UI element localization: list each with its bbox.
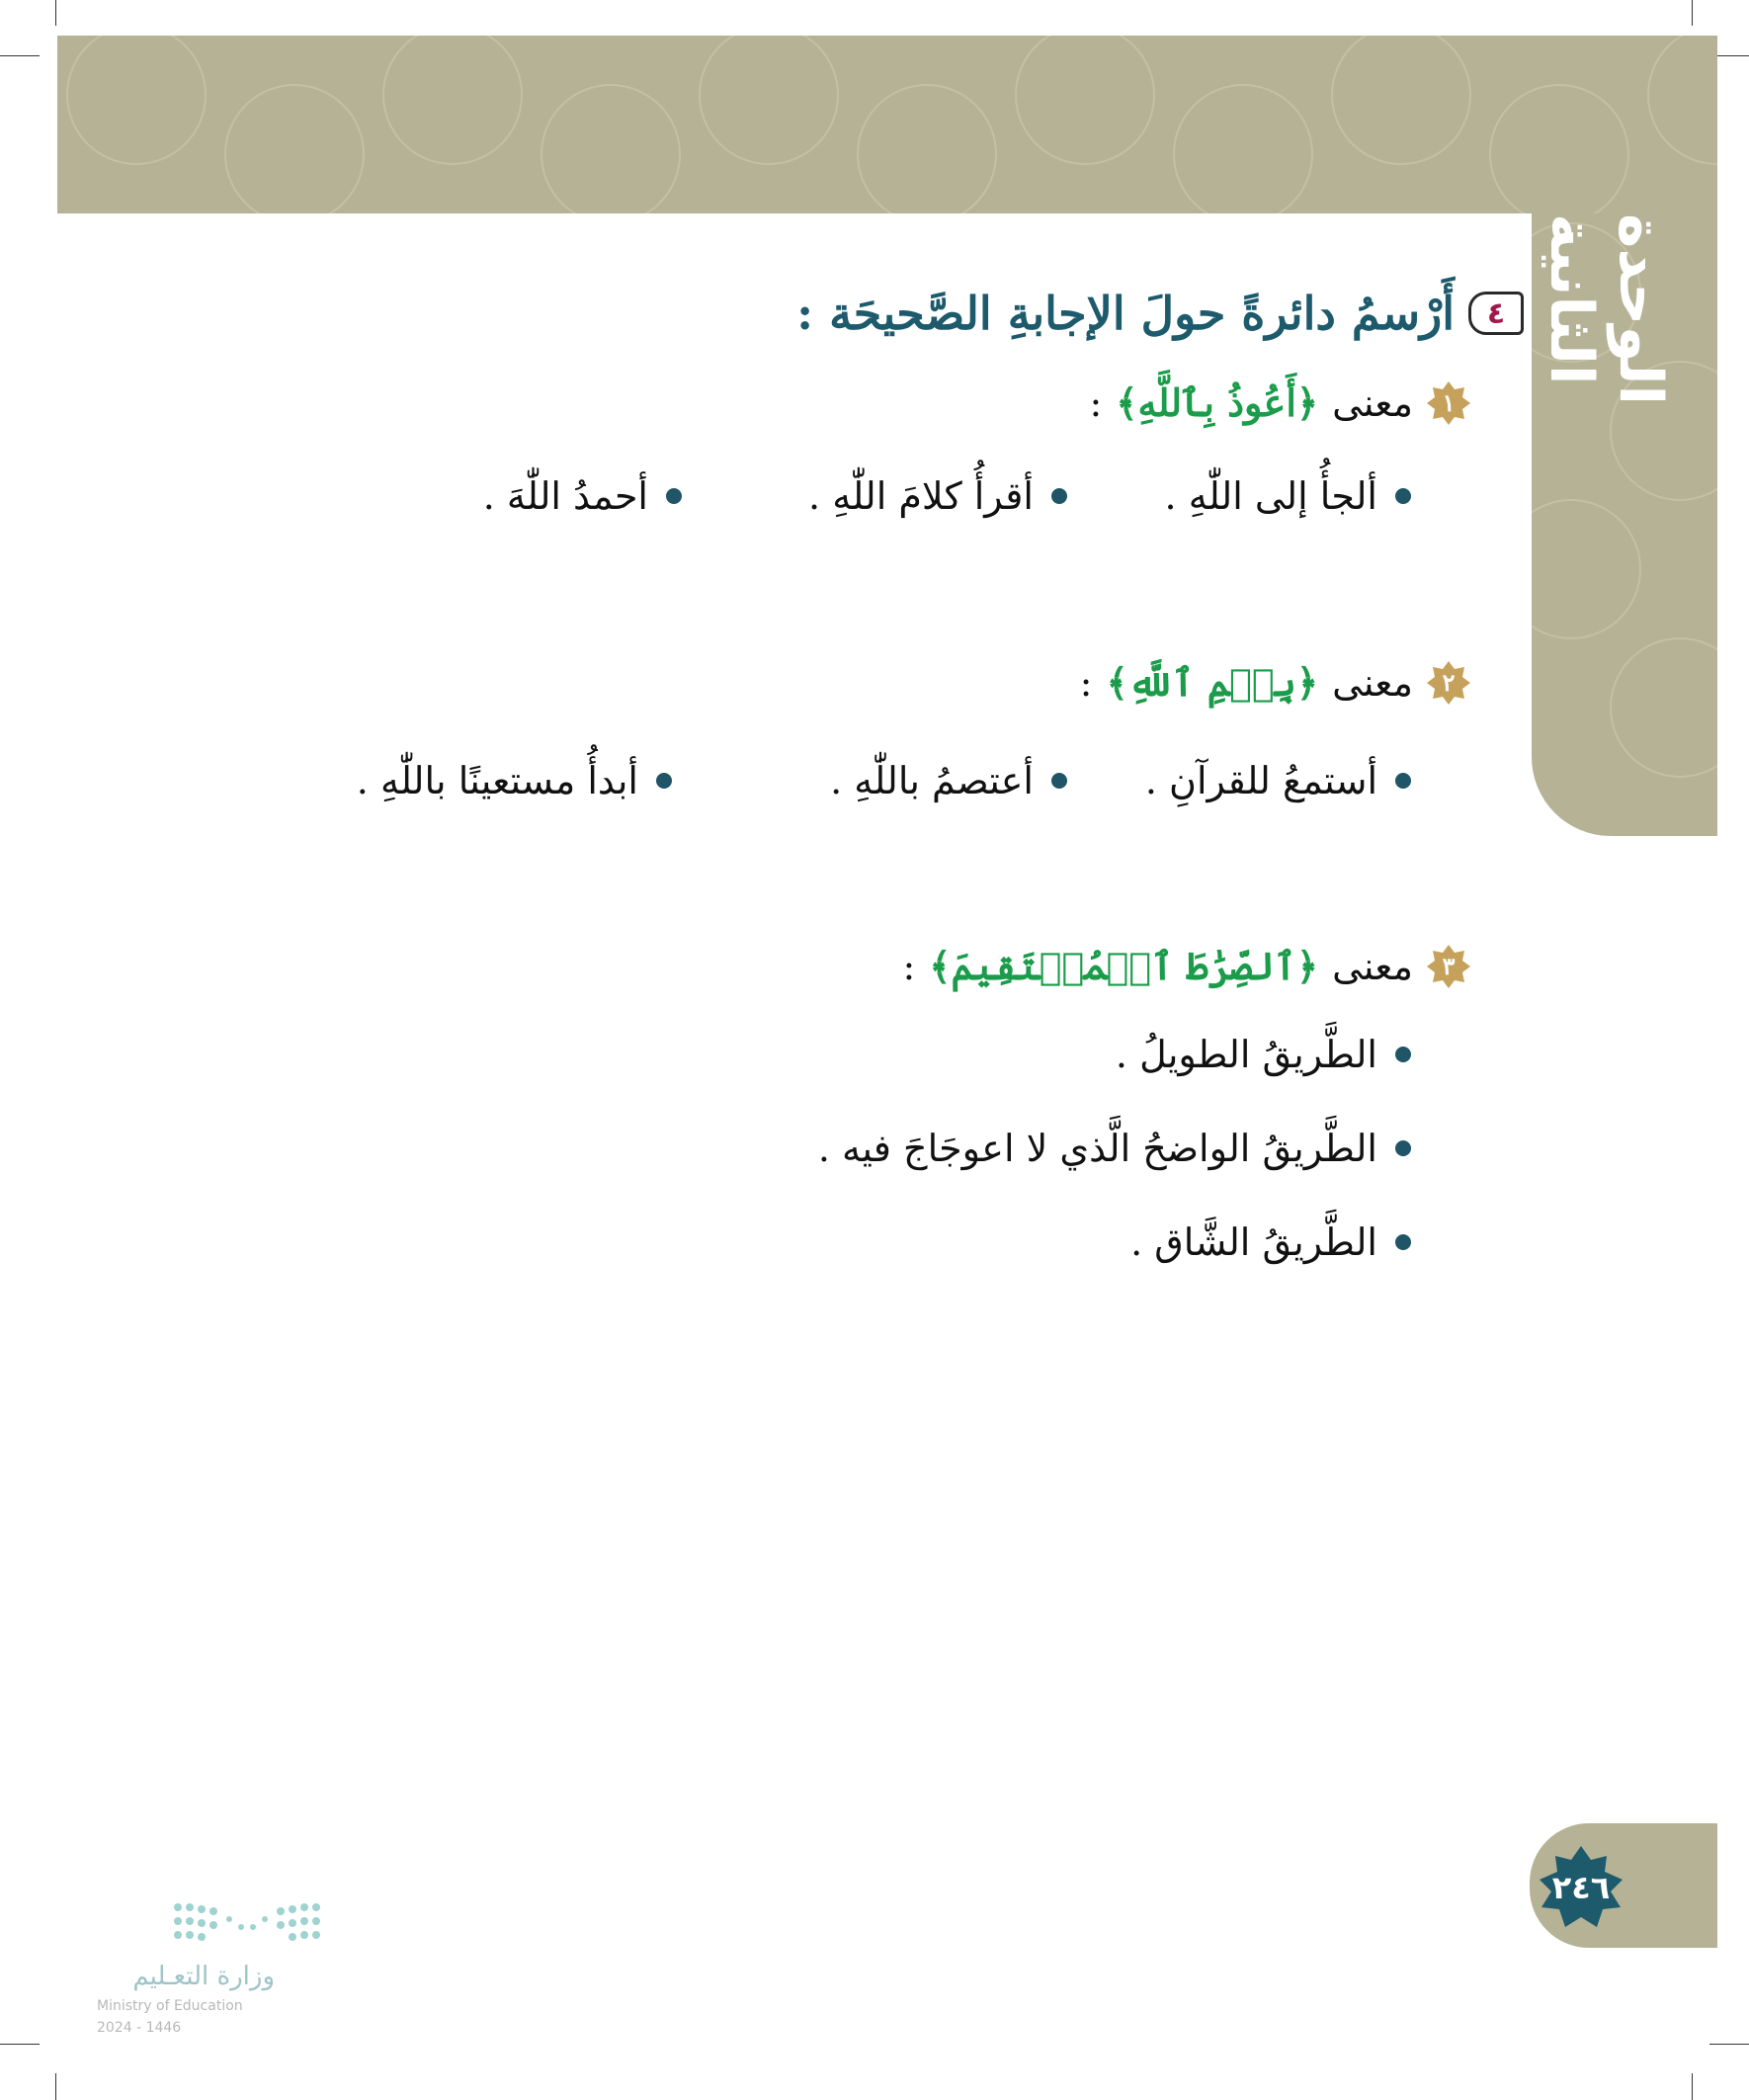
question-label: معنى <box>1332 660 1413 705</box>
crop-mark <box>1709 2044 1749 2045</box>
bullet-dot <box>1051 773 1067 789</box>
option-text: ألجأُ إلى اللّٰهِ . <box>1164 474 1377 518</box>
question-colon: : <box>902 944 916 988</box>
question-1 <box>1089 380 1470 425</box>
option-choice[interactable] <box>818 1127 1411 1170</box>
page-number: ٢٤٦ <box>1551 1869 1611 1906</box>
task-number: ٤ <box>1468 292 1524 335</box>
option-choice[interactable] <box>1116 1033 1411 1076</box>
bullet-dot <box>1395 1234 1411 1250</box>
crop-mark <box>0 55 40 56</box>
option-text: أعتصمُ باللّٰهِ . <box>830 759 1034 802</box>
header-band <box>57 36 1717 213</box>
option-text: أستمعُ للقرآنِ . <box>1144 759 1377 802</box>
option-text: الطَّريقُ الطويلُ . <box>1115 1033 1377 1076</box>
question-label: معنى <box>1332 380 1413 425</box>
ministry-logo-icon <box>168 1897 326 1947</box>
edition-year: 2024 - 1446 <box>97 2020 182 2036</box>
crop-mark <box>55 2073 56 2100</box>
option-choice[interactable] <box>1130 1220 1411 1264</box>
header-pattern <box>57 36 1717 213</box>
quran-term: ﴿أَعُوذُ بِٱللَّهِ﴾ <box>1116 380 1319 425</box>
bullet-dot <box>1395 488 1411 504</box>
question-colon: : <box>1089 380 1103 425</box>
crop-mark <box>1692 2073 1693 2100</box>
bullet-dot <box>656 773 672 789</box>
ministry-name-en: Ministry of Education <box>97 1998 243 2014</box>
crop-mark <box>55 0 56 26</box>
option-text: الطَّريقُ الشَّاق . <box>1130 1220 1377 1264</box>
question-number-badge: ٣ <box>1427 945 1470 988</box>
task-instruction: أَرْسمُ دائرةً حولَ الإجابةِ الصَّحيحَة : <box>796 287 1455 340</box>
bullet-dot <box>1395 1140 1411 1156</box>
question-number-badge: ٢ <box>1427 661 1470 705</box>
option-choice[interactable] <box>830 759 1067 802</box>
option-text: أقرأُ كلامَ اللّٰهِ . <box>808 474 1034 518</box>
ministry-name-ar: وزارة التعـليم <box>132 1962 275 1991</box>
option-text: أحمدُ اللّٰهَ . <box>482 474 648 518</box>
question-colon: : <box>1079 660 1093 705</box>
option-choice[interactable] <box>483 474 682 518</box>
unit-title: الوحدة الثانية <box>1537 213 1675 406</box>
option-choice[interactable] <box>1145 759 1411 802</box>
option-choice[interactable] <box>1165 474 1411 518</box>
bullet-dot <box>1395 773 1411 789</box>
option-text: الطَّريقُ الواضحُ الَّذي لا اعوجَاجَ فيه . <box>817 1127 1377 1170</box>
bullet-dot <box>1395 1047 1411 1062</box>
question-3 <box>902 944 1470 988</box>
question-2 <box>1080 660 1470 705</box>
task-heading <box>796 287 1524 340</box>
crop-mark <box>0 2044 40 2045</box>
question-label: معنى <box>1332 944 1413 988</box>
bullet-dot <box>666 488 682 504</box>
quran-term: ﴿ٱلصِّرَٰطَ ٱلۡمُسۡتَقِيمَ﴾ <box>929 944 1319 988</box>
crop-mark <box>1692 0 1693 26</box>
quran-term: ﴿بِسۡمِ ٱللَّهِ﴾ <box>1106 660 1319 705</box>
option-choice[interactable] <box>357 759 672 802</box>
question-number-badge: ١ <box>1427 381 1470 425</box>
option-choice[interactable] <box>808 474 1067 518</box>
option-text: أبدأُ مستعينًا باللّٰهِ . <box>356 759 638 802</box>
bullet-dot <box>1051 488 1067 504</box>
